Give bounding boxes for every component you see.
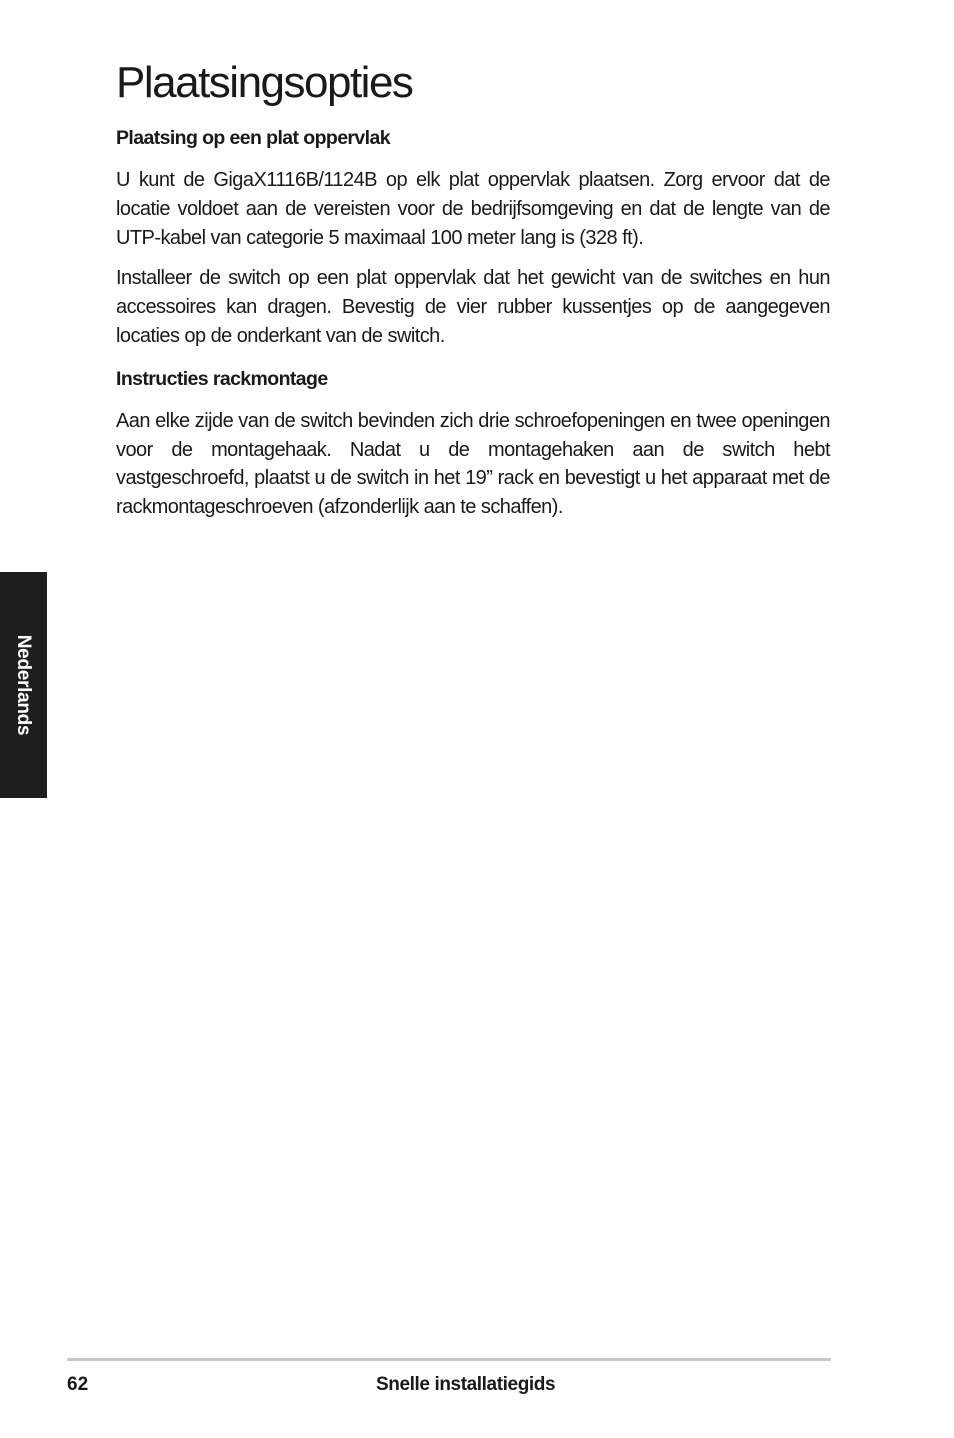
section-heading-rack-mount: Instructies rackmontage bbox=[116, 367, 328, 390]
page-title: Plaatsingsopties bbox=[116, 58, 413, 107]
paragraph: Installeer de switch op een plat oppervlak dat het gewicht van de switches en hun accessoires kan dragen. Bevestig de vier rubber kussentjes op de aangegeven locaties op de onderkant van de switch. bbox=[116, 267, 830, 347]
language-side-tab bbox=[0, 572, 47, 798]
main-content bbox=[116, 124, 830, 534]
footer-page-number: 62 bbox=[67, 1374, 89, 1395]
paragraph: Aan elke zijde van de switch bevinden zich drie schroefopeningen en twee openingen voor de montagehaak. Nadat u de montagehaken aan de switch hebt vastgeschroefd, plaatst u de switch in het 19” rack en bevestigt u het apparaat met de rackmontageschroeven (afzonderlijk aan te schaffen). bbox=[116, 409, 830, 519]
language-side-tab-label: Nederlands bbox=[13, 634, 34, 736]
footer-divider bbox=[67, 1358, 831, 1361]
section-heading-flat-surface: Plaatsing op een plat oppervlak bbox=[116, 127, 390, 149]
paragraph: U kunt de GigaX1116B/1124B op elk plat oppervlak plaatsen. Zorg ervoor dat de locatie voldoet aan de vereisten voor de bedrijfsomgeving en dat de lengte van de UTP-kabel van categorie 5 maximaal 100 meter lang is (328 ft). bbox=[116, 169, 830, 249]
footer-document-title: Snelle installatiegids bbox=[376, 1374, 556, 1395]
